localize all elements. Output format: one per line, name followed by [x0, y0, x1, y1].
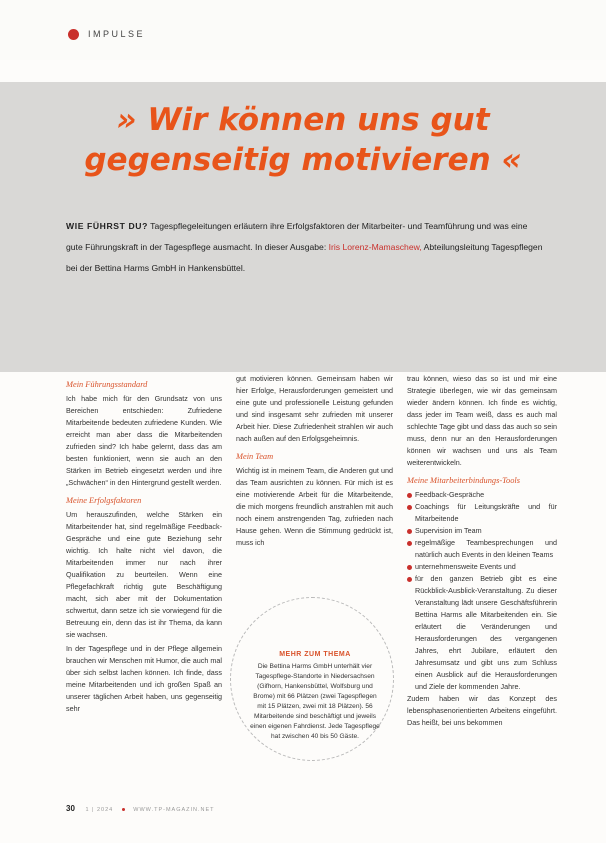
intro-person-role: Abteilungsleitung Tagespflegen bei der Bettina Harms GmbH in Hankensbüttel. [66, 242, 543, 273]
paragraph: Zudem haben wir das Konzept des lebensphasenorientierten Arbeitens eingeführt. Das heißt, bei uns bekommen [407, 694, 557, 727]
section-dot-icon [68, 29, 79, 40]
headline-line-1: » Wir können uns gut [116, 102, 490, 138]
page-header [0, 0, 606, 60]
paragraph: In der Tagespflege und in der Pflege allgemein brauchen wir Menschen mit Humor, die auch mal über sich selbst lachen können. Ich finde, dass meine Mitarbeitenden und ich großen Spaß an unserer täglichen Arbeit haben, uns gegenseitig sehr [66, 644, 222, 713]
headline [40, 100, 566, 180]
article-column-2 [236, 373, 393, 551]
paragraph: Wichtig ist in meinem Team, die Anderen gut und das Team ausrichten zu können. Für mich ist es eine motivierende Arbeit für die Mitarbeitende, die mich morgens freundlich anstrahlen mit auch noch einem anstrengenden Tag, zufrieden nach Hause gehen. Wenn die Stimmung gedrückt ist, muss ich [236, 466, 393, 547]
website: WWW.TP-MAGAZIN.NET [133, 807, 215, 813]
page-number: 30 [66, 804, 75, 813]
infobox [250, 650, 380, 742]
list-item: für den ganzen Betrieb gibt es eine Rückblick-Ausblick-Veranstaltung. Zu dieser Veranstaltung lädt unsere Geschäftsführerin Bettina Harms alle Mitarbeitenden ein. Sie erläutert die Veränderungen und Herausforderungen des vergangenen Jahres, ehrt Jubilare, erläutert den Jahresumsatz und gibt uns zum Schluss einen Ausblick auf die Herausforderungen und Ziele der kommenden Jahre. [407, 573, 557, 693]
paragraph: Um herauszufinden, welche Stärken ein Mitarbeitender hat, sind regelmäßige Feedback-Gespräche und eine gute Beziehung sehr wichtig. Ich halte nicht viel davon, die Mitarbeitenden immer nur nach ihrer Qualifikation zu beurteilen. Wenn eine Pflegefachkraft richtig gute Beschäftigung macht, sich aber mit der Dokumentation schwertut, dann setze ich sie vorwiegend für die Betreuung ein, denn das ist ihr Thema, da kann sie wachsen. [66, 510, 222, 639]
article-column-3 [407, 373, 557, 731]
section-label: IMPULSE [88, 29, 146, 39]
tools-list [407, 489, 557, 693]
paragraph: trau können, wieso das so ist und mir eine Strategie überlegen, wie wir das gemeinsam wieder ändern können. Ich finde es wichtig, dass jeder im Team weiß, dass es auch mal schlechte Tage gibt und dass das auch so sein muss, denn nur an den Herausforderungen können wir wachsen und uns als Team weiterentwickeln. [407, 374, 557, 467]
headline-line-2: gegenseitig motivieren « [84, 142, 522, 178]
intro-person-name: Iris Lorenz-Mamaschew, [328, 242, 422, 252]
paragraph: Ich habe mich für den Grundsatz von uns Bereichen entschieden: Zufriedene Mitarbeitende bedeuten zufriedene Kunden. Wie erreicht man aber dass die Mitarbeitenden zufrieden sind? Ich habe gelernt, dass das am besten funktioniert, wenn sie auch an den Stärken im Betrieb eingesetzt werden und ihre „Schwächen“ in den Hintergrund gestellt werden. [66, 394, 222, 487]
footer-dot-icon [122, 808, 125, 811]
issue-number: 1 | 2024 [85, 807, 114, 813]
subheading-fuehrungsstandard: Mein Führungsstandard [66, 380, 148, 389]
list-item: Coachings für Leitungskräfte und für Mitarbeitende [407, 501, 557, 525]
subheading-tools: Meine Mitarbeiterbindungs-Tools [407, 476, 520, 485]
page-footer [66, 804, 215, 813]
list-item: Feedback-Gespräche [407, 489, 557, 501]
intro-lead: WIE FÜHRST DU? [66, 221, 148, 231]
list-item: regelmäßige Teambesprechungen und natürlich auch Events in den kleinen Teams [407, 537, 557, 561]
subheading-team: Mein Team [236, 452, 274, 461]
list-item: unternehmensweite Events und [407, 561, 557, 573]
paragraph: gut motivieren können. Gemeinsam haben wir hier Erfolge, Herausforderungen gemeistert und eine gute und professionelle Leistung gefunden und sind insgesamt sehr zufrieden mit unserer Arbeit hier. Diese Zufriedenheit strahlen wir auch nach außen auf den Erfolgsgeheimnis. [236, 374, 393, 443]
subheading-erfolgsfaktoren: Meine Erfolgsfaktoren [66, 496, 142, 505]
list-item: Supervision im Team [407, 525, 557, 537]
article-column-1 [66, 373, 222, 717]
infobox-heading: MEHR ZUM THEMA [279, 651, 351, 658]
intro-body: Tagespflegeleitungen erläutern ihre Erfolgsfaktoren der Mitarbeiter- und Teamführung und was eine gute Führungskraft in der Tagespflege ausmacht. In dieser Ausgabe: [66, 221, 528, 252]
infobox-text: Die Bettina Harms GmbH unterhält vier Tagespflege-Standorte in Niedersachsen (Gifhorn, Hankensbüttel, Wolfsburg und Brome) mit 66 Plätzen (zwei Tagespflegen mit 15 Plätzen, zwei mit 18 Plätzen). 56 Mitarbeitende sind beschäftigt und jeweils einen eigenen Fahrdienst. Jede Tagespflege hat zwischen 40 bis 50 Gäste. [250, 663, 380, 740]
intro-text [66, 216, 546, 279]
